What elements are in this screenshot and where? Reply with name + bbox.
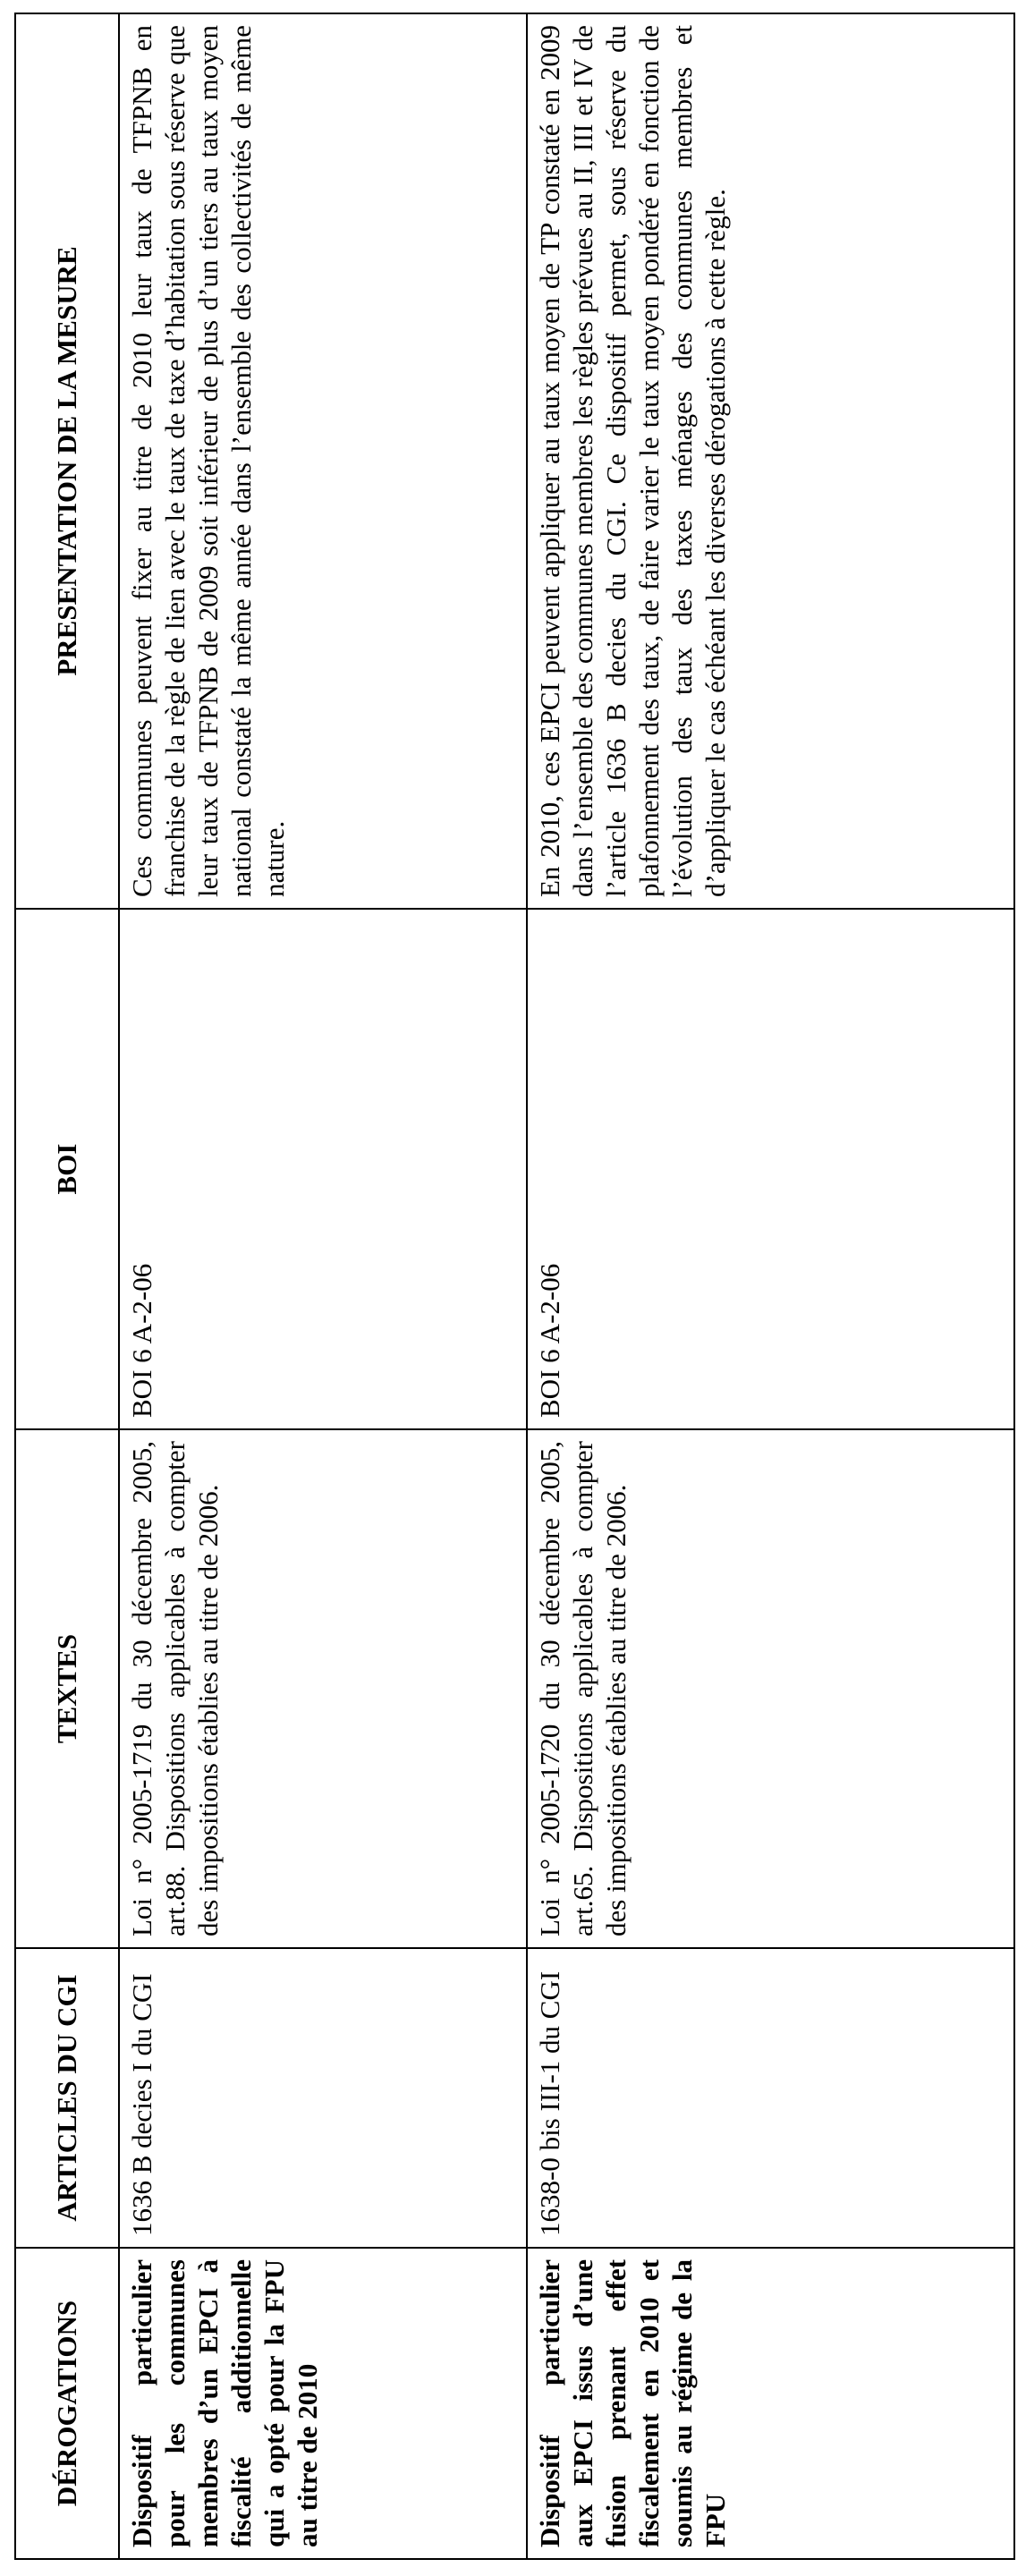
cell-boi: BOI 6 A-2-06 xyxy=(527,909,1014,1429)
header-articles-cgi: ARTICLES DU CGI xyxy=(15,1948,119,2248)
cell-derogation: Dispositif particulier aux EPCI issus d’une fusion prenant effet fiscalement en 2010 et soumis au régime de la FPU xyxy=(527,2248,1014,2559)
table-row xyxy=(527,13,1014,2559)
cell-textes: Loi n° 2005-1720 du 30 décembre 2005, art.65. Dispositions applicables à compter des impositions établies au titre de 2006. xyxy=(527,1429,1014,1948)
header-presentation: PRESENTATION DE LA MESURE xyxy=(15,13,119,909)
header-boi: BOI xyxy=(15,909,119,1429)
cell-presentation: En 2010, ces EPCI peuvent appliquer au taux moyen de TP constaté en 2009 dans l’ensemble des communes membres les règles prévues au II, III et IV de l’article 1636 B decies du CGI. Ce dispositif permet, sous réserve du plafonnement des taux, de faire varier le taux moyen pondéré en fonction de l’évolution des taux des taxes ménages des communes membres et d’appliquer le cas échéant les diverses dérogations à cette règle. xyxy=(527,13,1014,909)
table-header-row xyxy=(15,13,119,2559)
cell-article-cgi: 1636 B decies I du CGI xyxy=(119,1948,527,2248)
cell-derogation: Dispositif particulier pour les communes membres d’un EPCI à fiscalité additionnelle qui a opté pour la FPU au titre de 2010 xyxy=(119,2248,527,2559)
rotated-page xyxy=(14,14,1013,2560)
cell-article-cgi: 1638-0 bis III-1 du CGI xyxy=(527,1948,1014,2248)
cell-presentation: Ces communes peuvent fixer au titre de 2010 leur taux de TFPNB en franchise de la règle de lien avec le taux de taxe d’habitation sous réserve que leur taux de TFPNB de 2009 soit inférieur de plus d’un tiers au taux moyen national constaté la même année dans l’ensemble des collectivités de même nature. xyxy=(119,13,527,909)
header-derogations: DÉROGATIONS xyxy=(15,2248,119,2559)
derogations-table xyxy=(14,13,1015,2560)
cell-boi: BOI 6 A-2-06 xyxy=(119,909,527,1429)
table-row xyxy=(119,13,527,2559)
cell-textes: Loi n° 2005-1719 du 30 décembre 2005, art.88. Dispositions applicables à compter des impositions établies au titre de 2006. xyxy=(119,1429,527,1948)
header-textes: TEXTES xyxy=(15,1429,119,1948)
